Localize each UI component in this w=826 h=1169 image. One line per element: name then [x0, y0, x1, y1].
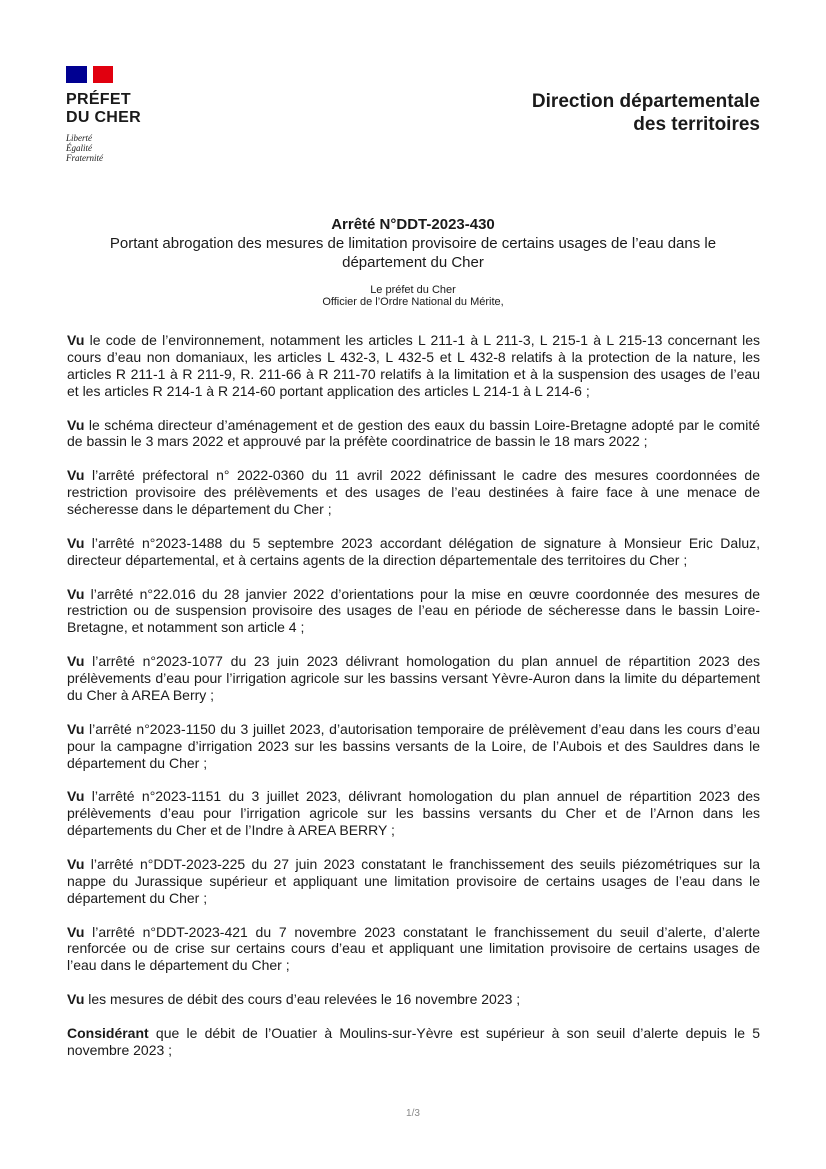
- paragraph-text: les mesures de débit des cours d’eau relevées le 16 novembre 2023 ;: [84, 991, 521, 1008]
- paragraph-text: que le débit de l’Ouatier à Moulins-sur-Yèvre est supérieur à son seuil d’alerte depuis le 5 novembre 2023 ;: [67, 1024, 760, 1058]
- paragraph-lead: Vu: [67, 923, 85, 940]
- paragraph-text: l’arrêté n°DDT-2023-421 du 7 novembre 2023 constatant le franchissement du seuil d’alerte, d’alerte renforcée ou de crise sur certains cours d’eau et appliquant une limitation provisoire de certains usages de l’eau dans le département du Cher ;: [67, 923, 760, 974]
- paragraph-text: l’arrêté n°2023-1151 du 3 juillet 2023, délivrant homologation du plan annuel de répartition 2023 des prélèvements d’eau pour l’irrigation agricole sur les bassins versants du Cher et de l’Arnon dans les départements du Cher et de l’Indre à AREA BERRY ;: [67, 788, 760, 839]
- paragraph-lead: Considérant: [67, 1024, 149, 1041]
- arrete-number: Arrêté N°DDT-2023-430: [331, 216, 495, 233]
- paragraph-text: l’arrêté préfectoral n° 2022-0360 du 11 avril 2022 définissant le cadre des mesures coordonnées de restriction provisoire des prélèvements et des usages de l’eau destinées à faire face à une menace de sécheresse dans le département du Cher ;: [67, 467, 760, 518]
- paragraph-lead: Vu: [67, 991, 85, 1008]
- arrete-subject: Portant abrogation des mesures de limitation provisoire de certains usages de l’eau dans le département du Cher: [109, 235, 717, 271]
- paragraph-lead: Vu: [67, 720, 85, 737]
- visa-paragraph: [67, 788, 760, 839]
- author-line: Le préfet du Cher: [370, 284, 456, 296]
- paragraph-lead: Vu: [67, 416, 85, 433]
- paragraph-lead: Vu: [67, 332, 85, 348]
- logo-text: [66, 91, 141, 127]
- visa-paragraph: [67, 991, 760, 1008]
- logo-line: PRÉFET: [66, 91, 131, 108]
- paragraph-text: l’arrêté n°2023-1150 du 3 juillet 2023, d’autorisation temporaire de prélèvement d’eau dans les cours d’eau pour la campagne d’irrigation 2023 sur les bassins versants de la Loire, de l’Aubois et des Sauldres dans le département du Cher ;: [67, 720, 760, 771]
- paragraph-lead: Vu: [67, 788, 85, 805]
- visa-paragraph: [67, 417, 760, 451]
- visa-paragraph: [67, 332, 760, 400]
- visa-paragraph: [67, 1025, 760, 1059]
- direction-heading: [532, 90, 760, 136]
- logo-line: DU CHER: [66, 109, 141, 126]
- paragraph-text: l’arrêté n°2023-1077 du 23 juin 2023 délivrant homologation du plan annuel de répartition 2023 des prélèvements d’eau pour l’irrigation agricole sur les bassins versant Yèvre-Auron dans la limite du département du Cher à AREA Berry ;: [67, 653, 760, 703]
- visa-paragraph: [67, 856, 760, 907]
- direction-line: des territoires: [633, 114, 760, 135]
- paragraph-text: le code de l’environnement, notamment les articles L 211-1 à L 211-3, L 215-1 à L 215-13 concernant les cours d’eau non domaniaux, les articles L 432-3, L 432-5 et L 432-8 relatifs à la protection de la nature, les articles R 211-1 à R 211-9, R. 211-66 à R 211-70 relatifs à la limitation et à la suspension des usages de l’eau et les articles R 214-1 à R 214-60 portant application des articles L 214-1 à L 214-6 ;: [67, 332, 760, 399]
- visa-paragraph: [67, 535, 760, 569]
- paragraph-text: l’arrêté n°DDT-2023-225 du 27 juin 2023 constatant le franchissement des seuils piézométriques sur la nappe du Jurassique supérieur et appliquant une limitation provisoire de certains usages de l’eau dans le département du Cher ;: [67, 855, 760, 906]
- document-title-block: [66, 215, 760, 308]
- visa-paragraph: [67, 586, 760, 637]
- author-title: Officier de l’Ordre National du Mérite,: [322, 296, 504, 308]
- paragraph-lead: Vu: [67, 534, 85, 551]
- paragraph-lead: Vu: [67, 653, 85, 670]
- devise: [66, 133, 141, 163]
- page-number: 1/3: [406, 1108, 420, 1119]
- devise-line: Égalité: [66, 143, 92, 153]
- paragraph-text: l’arrêté n°2023-1488 du 5 septembre 2023 accordant délégation de signature à Monsieur Eric Daluz, directeur départemental, et à certains agents de la direction départementale des territoires du Cher ;: [67, 534, 760, 568]
- visa-paragraph: [67, 924, 760, 975]
- paragraph-lead: Vu: [67, 855, 85, 872]
- paragraph-text: l’arrêté n°22.016 du 28 janvier 2022 d’orientations pour la mise en œuvre coordonnée des mesures de restriction ou de suspension provisoire des usages de l’eau en période de sécheresse dans le bassin Loire-Bretagne, et notamment son article 4 ;: [67, 585, 760, 636]
- visa-paragraph: [67, 467, 760, 518]
- prefecture-logo: [66, 66, 141, 163]
- visa-paragraph: [67, 721, 760, 772]
- visa-paragraph: [67, 653, 760, 704]
- paragraph-text: le schéma directeur d’aménagement et de gestion des eaux du bassin Loire-Bretagne adopté par le comité de bassin le 3 mars 2022 et approuvé par la préfète coordinatrice de bassin le 18 mars 2022 ;: [67, 416, 760, 450]
- paragraph-lead: Vu: [67, 467, 85, 484]
- marianne-flag-icon: [66, 66, 113, 83]
- paragraph-lead: Vu: [67, 585, 85, 602]
- devise-line: Fraternité: [66, 153, 103, 163]
- direction-line: Direction départementale: [531, 91, 760, 112]
- devise-line: Liberté: [66, 133, 92, 143]
- document-body: [67, 332, 760, 1076]
